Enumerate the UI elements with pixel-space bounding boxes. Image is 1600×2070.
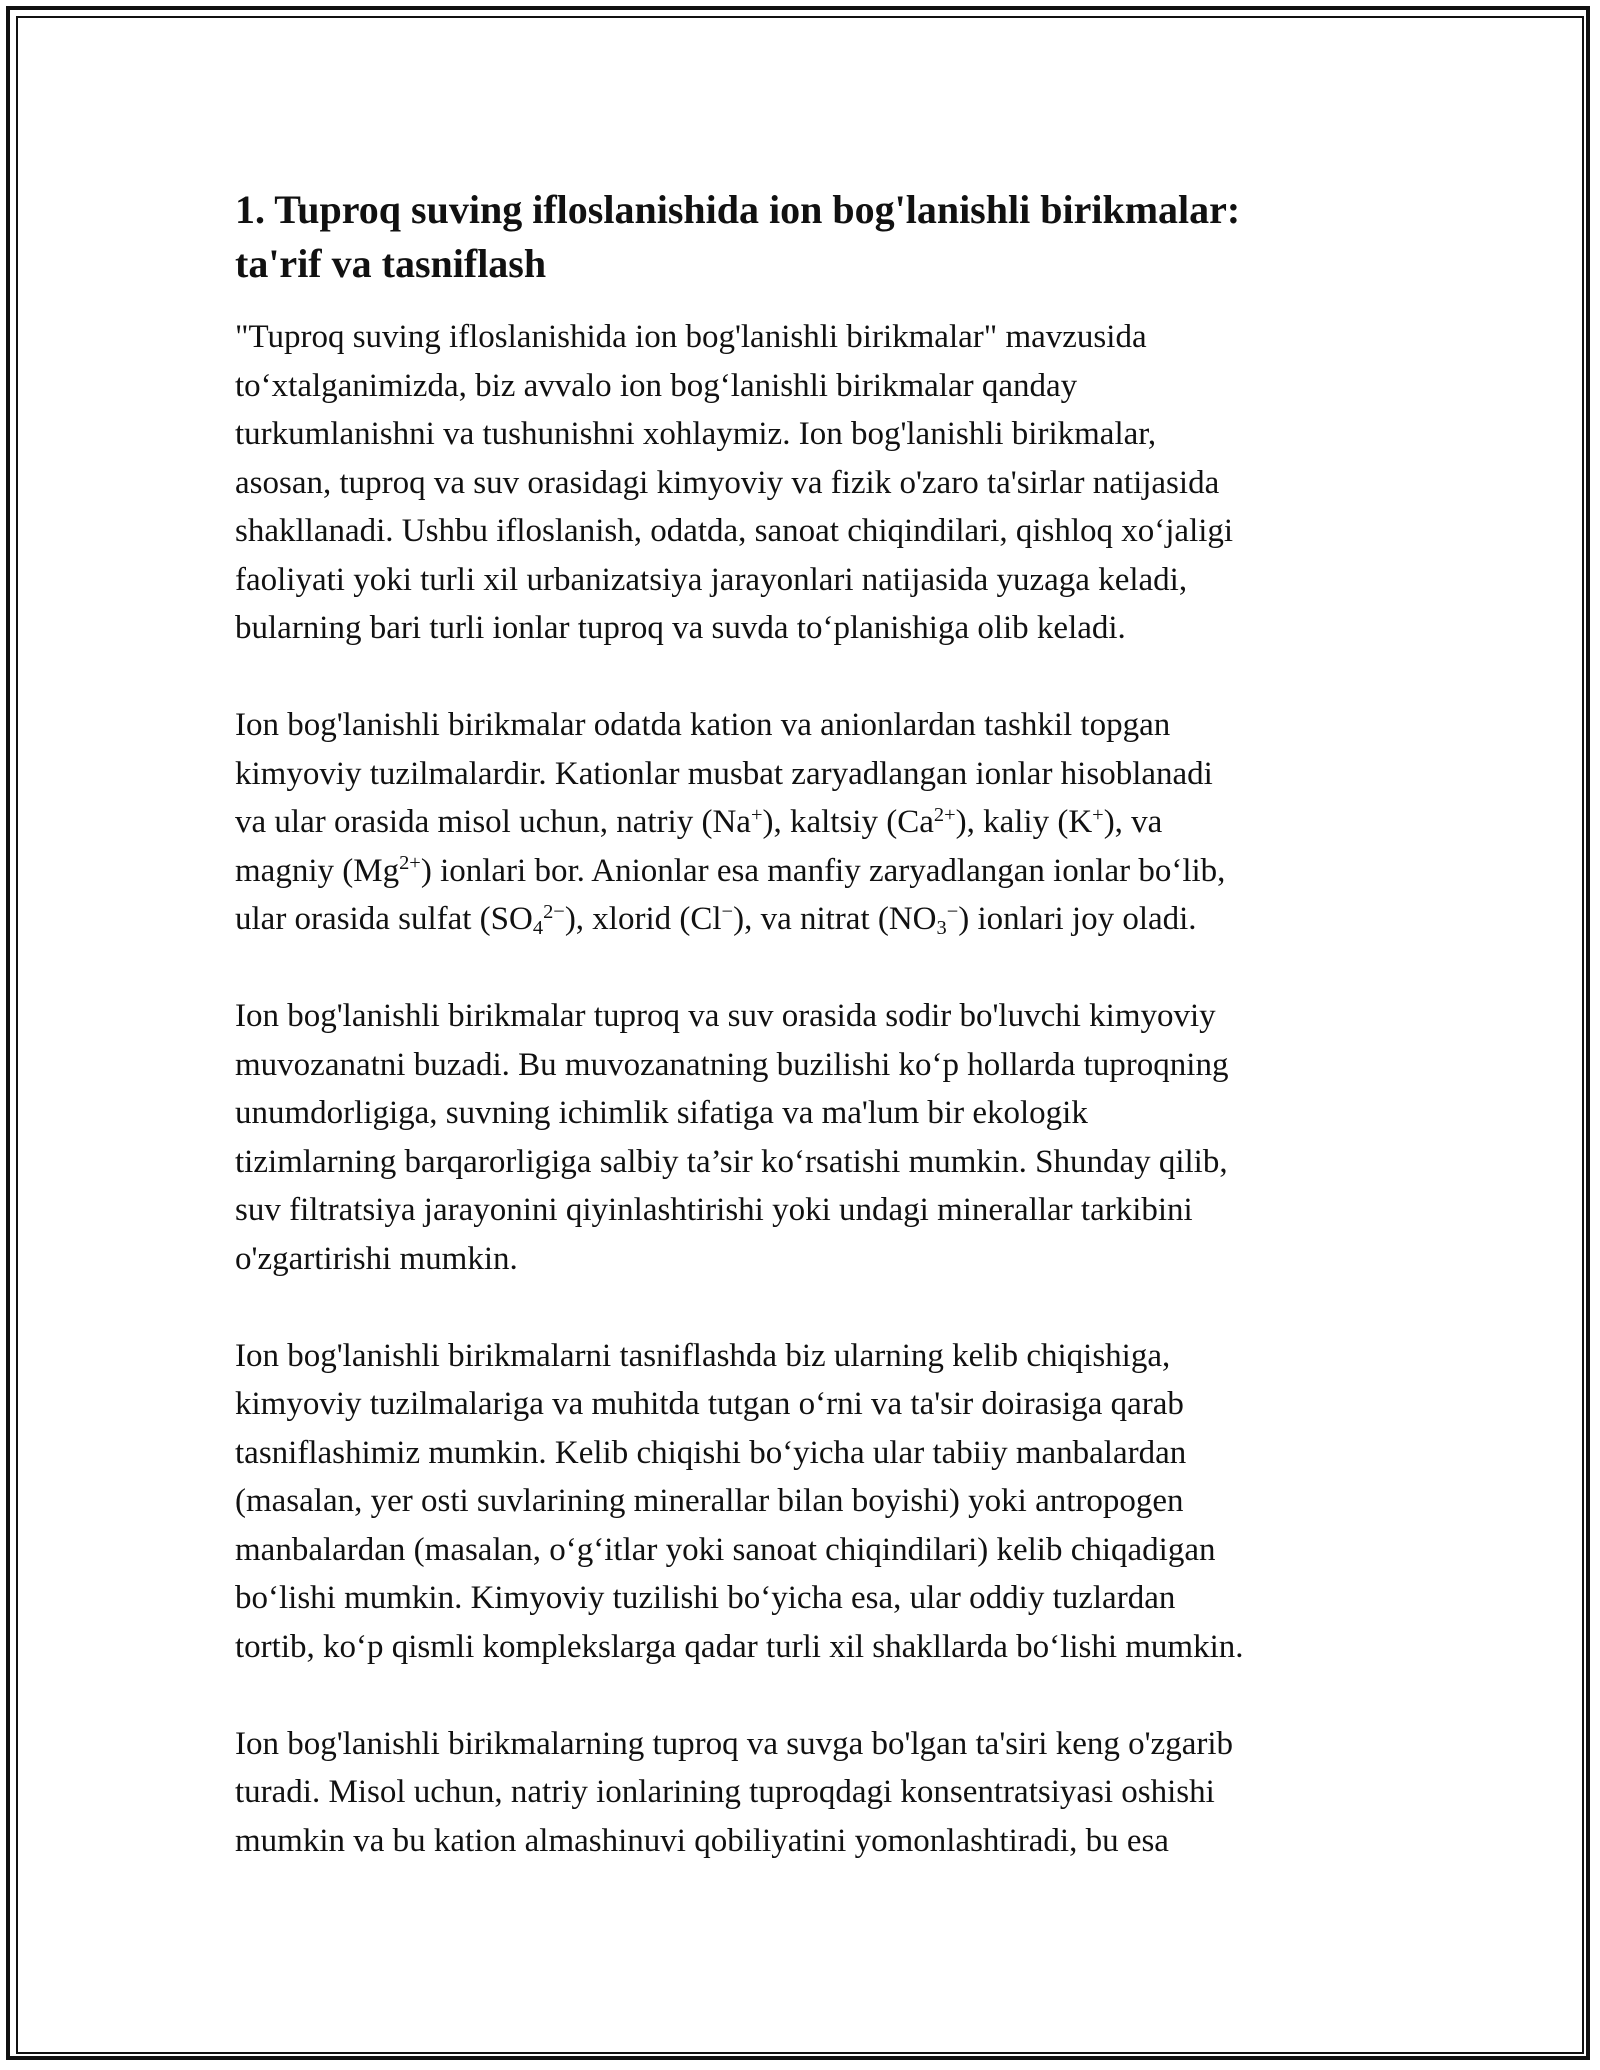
text-segment: ), va <box>1103 804 1163 840</box>
text-segment: ular orasida sulfat (SO <box>235 901 533 937</box>
text-line <box>235 895 1385 944</box>
text-line: tortib, ko‘p qismli komplekslarga qadar turli xil shakllarda bo‘lishi mumkin. <box>235 1628 1244 1665</box>
text-line: (masalan, yer osti suvlarining minerallar bilan boyishi) yoki antropogen <box>235 1483 1184 1519</box>
paragraph-2 <box>235 701 1385 944</box>
text-line: "Tuproq suving ifloslanishida ion bog'lanishli birikmalar" mavzusida <box>235 319 1147 355</box>
text-line: turkumlanishni va tushunishni xohlaymiz. Ion bog'lanishli birikmalar, <box>235 416 1157 452</box>
text-segment: ), kaltsiy (Ca <box>762 804 934 840</box>
text-line <box>235 847 1385 896</box>
text-segment: ), kaliy (K <box>955 804 1093 840</box>
text-line: turadi. Misol uchun, natriy ionlarining tuproqdagi konsentratsiyasi oshishi <box>235 1774 1215 1810</box>
text-line <box>235 798 1385 847</box>
text-line: faoliyati yoki turli xil urbanizatsiya jarayonlari natijasida yuzaga keladi, <box>235 561 1188 598</box>
text-line: asosan, tuproq va suv orasidagi kimyoviy va fizik o'zaro ta'sirlar natijasida <box>235 464 1220 501</box>
text-segment: magniy (Mg <box>235 852 400 889</box>
text-line: Ion bog'lanishli birikmalarning tuproq va suvga bo'lgan ta'siri keng o'zgarib <box>235 1725 1233 1762</box>
text-segment: ) ionlari bor. Anionlar esa manfiy zaryadlangan ionlar bo‘lib, <box>420 852 1226 889</box>
document-body <box>235 183 1385 1914</box>
subscript: 4 <box>532 917 544 940</box>
text-line: Ion bog'lanishli birikmalar tuproq va suv orasida sodir bo'luvchi kimyoviy <box>235 998 1216 1034</box>
text-line: unumdorligiga, suvning ichimlik sifatiga va ma'lum bir ekologik <box>235 1095 1088 1131</box>
paragraph-1 <box>235 313 1385 653</box>
text-line: tizimlarning barqarorligiga salbiy ta’sir ko‘rsatishi mumkin. Shunday qilib, <box>235 1143 1228 1180</box>
superscript: − <box>721 900 734 923</box>
text-line: to‘xtalganimizda, biz avvalo ion bog‘lanishli birikmalar qanday <box>235 367 1078 404</box>
text-line: kimyoviy tuzilmalariga va muhitda tutgan o‘rni va ta'sir doirasiga qarab <box>235 1386 1184 1422</box>
text-line: o'zgartirishi mumkin. <box>235 1240 518 1277</box>
text-segment: ), va nitrat (NO <box>733 901 937 937</box>
heading-line: 1. Tuproq suving ifloslanishida ion bog'lanishli birikmalar: <box>235 187 1241 232</box>
text-line: suv filtratsiya jarayonini qiyinlashtirishi yoki undagi minerallar tarkibini <box>235 1192 1193 1228</box>
text-line: bularning bari turli ionlar tuproq va suvda to‘planishiga olib keladi. <box>235 610 1126 646</box>
text-segment: ) ionlari joy oladi. <box>958 901 1197 937</box>
text-line: muvozanatni buzadi. Bu muvozanatning buzilishi ko‘p hollarda tuproqning <box>235 1046 1229 1083</box>
text-line: shakllanadi. Ushbu ifloslanish, odatda, sanoat chiqindilari, qishloq xo‘jaligi <box>235 513 1234 549</box>
subscript: 3 <box>936 917 947 940</box>
superscript: + <box>750 803 763 826</box>
text-line: manbalardan (masalan, o‘g‘itlar yoki sanoat chiqindilari) kelib chiqadigan <box>235 1531 1216 1568</box>
text-line: Ion bog'lanishli birikmalar odatda kation va anionlardan tashkil topgan <box>235 707 1171 743</box>
superscript: 2+ <box>399 852 421 875</box>
superscript: + <box>1092 803 1104 826</box>
superscript: 2+ <box>933 803 956 826</box>
text-line: tasniflashimiz mumkin. Kelib chiqishi bo‘yicha ular tabiiy manbalardan <box>235 1434 1187 1471</box>
text-segment: ), xlorid (Cl <box>564 901 722 937</box>
section-heading <box>235 183 1385 291</box>
superscript: − <box>946 900 959 923</box>
text-line: bo‘lishi mumkin. Kimyoviy tuzilishi bo‘yicha esa, ular oddiy tuzlardan <box>235 1580 1176 1616</box>
text-line: mumkin va bu kation almashinuvi qobiliyatini yomonlashtiradi, bu esa <box>235 1822 1169 1859</box>
text-segment: va ular orasida misol uchun, natriy (Na <box>235 804 751 840</box>
paragraph-4 <box>235 1332 1385 1672</box>
superscript: 2− <box>543 900 565 923</box>
paragraph-5 <box>235 1720 1385 1866</box>
heading-line: ta'rif va tasniflash <box>235 241 547 286</box>
text-line: Ion bog'lanishli birikmalarni tasniflashda biz ularning kelib chiqishiga, <box>235 1337 1171 1374</box>
paragraph-3 <box>235 992 1385 1283</box>
text-line: kimyoviy tuzilmalardir. Kationlar musbat zaryadlangan ionlar hisoblanadi <box>235 755 1213 792</box>
